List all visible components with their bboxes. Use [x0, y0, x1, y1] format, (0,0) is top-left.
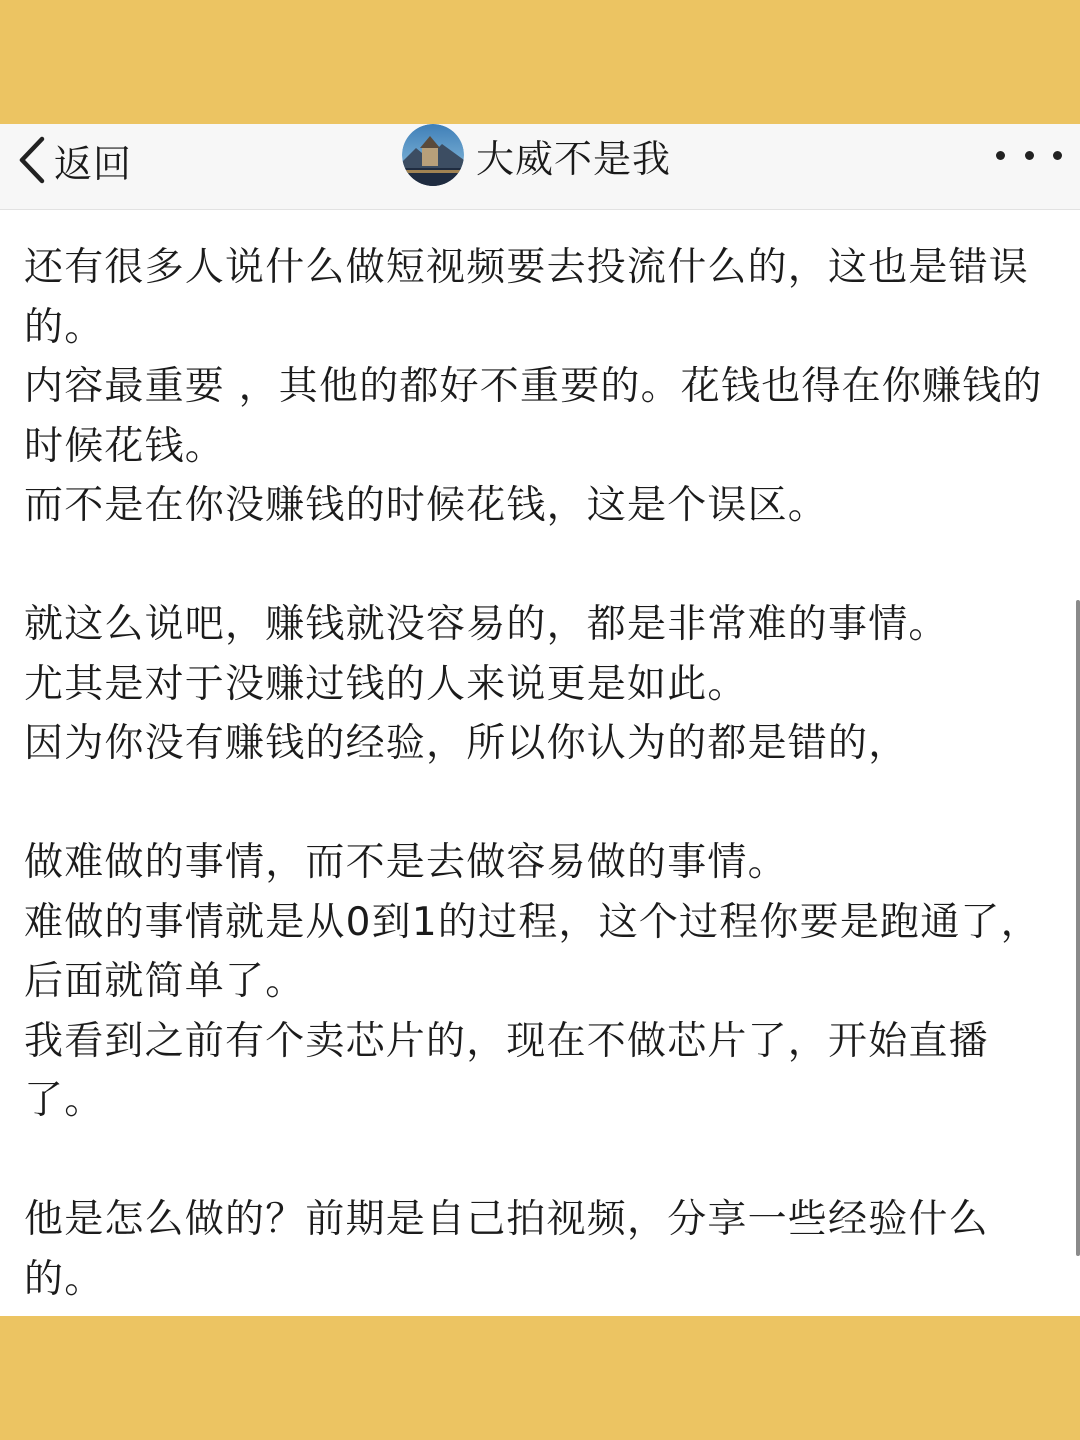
more-dots-icon[interactable]: [996, 144, 1062, 166]
username: 大威不是我: [476, 136, 672, 181]
content-line: 因为你没有赚钱的经验，所以你认为的都是错的，: [24, 721, 909, 766]
blank-line: [24, 1131, 1064, 1191]
content-line: 而不是在你没赚钱的时候花钱，这是个误区。: [24, 483, 829, 528]
content-line: 他是怎么做的？前期是自己拍视频，分享一些经验什么的。: [24, 1197, 989, 1302]
blank-line: [24, 774, 1064, 834]
scrollbar[interactable]: [1076, 600, 1080, 1256]
content-line: 我看到之前有个卖芯片的，现在不做芯片了，开始直播了。: [24, 1018, 989, 1123]
nav-bar: [0, 124, 1080, 210]
dot-icon: [1025, 151, 1034, 160]
bottom-decorative-band: [0, 1316, 1080, 1440]
post-content: [24, 238, 1064, 1309]
top-decorative-band: [0, 0, 1080, 124]
dot-icon: [996, 151, 1005, 160]
dot-icon: [1053, 151, 1062, 160]
profile-header[interactable]: [402, 124, 671, 186]
content-line: 难做的事情就是从0到1的过程，这个过程你要是跑通了，后面就简单了。: [24, 899, 1041, 1004]
content-line: 做难做的事情，而不是去做容易做的事情。: [24, 840, 788, 885]
back-button[interactable]: [14, 130, 132, 190]
blank-line: [24, 536, 1064, 596]
avatar[interactable]: [402, 124, 464, 186]
chat-screen: [0, 124, 1080, 1316]
content-line: 尤其是对于没赚过钱的人来说更是如此。: [24, 661, 748, 707]
content-line: 内容最重要 ，其他的都好不重要的。花钱也得在你赚钱的时候花钱。: [24, 364, 1043, 469]
content-line: 就这么说吧，赚钱就没容易的，都是非常难的事情。: [24, 602, 949, 647]
back-label: 返回: [54, 141, 133, 186]
content-line: 还有很多人说什么做短视频要去投流什么的，这也是错误的。: [24, 245, 1030, 350]
chevron-left-icon: [14, 135, 48, 185]
